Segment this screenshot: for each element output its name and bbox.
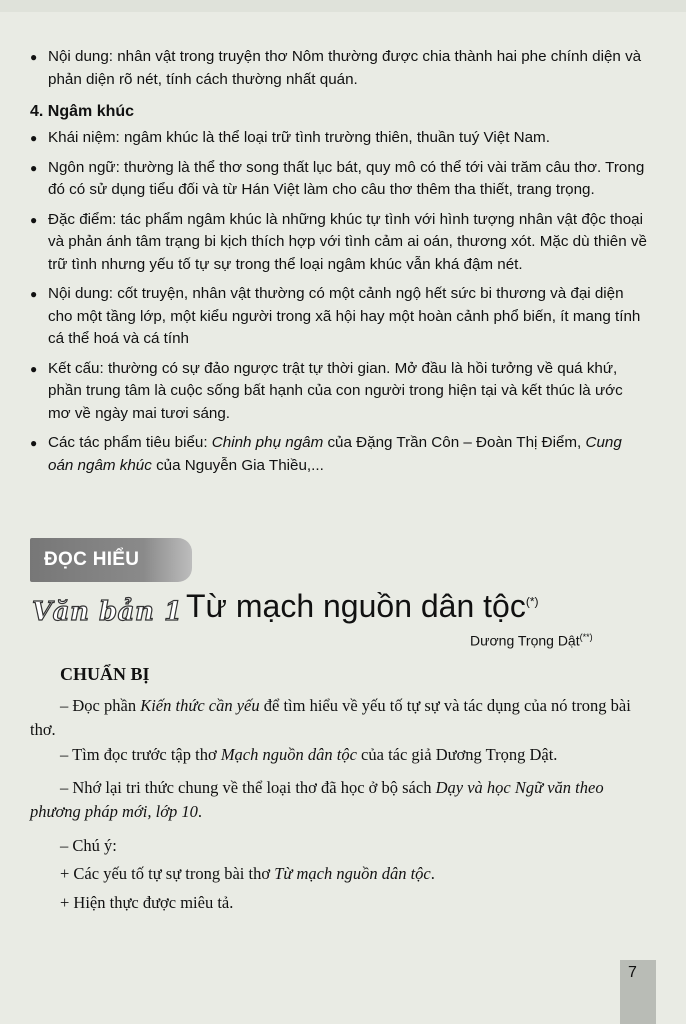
- section-banner: [30, 538, 192, 582]
- bullet-item: [30, 209, 648, 277]
- section-bullet-list: [30, 127, 648, 484]
- author-footnote-mark: (**): [579, 632, 593, 642]
- bullet-item: [30, 283, 648, 351]
- bullet-dot-icon: ●: [30, 50, 38, 64]
- para-emphasis: Từ mạch nguồn dân tộc: [274, 864, 431, 883]
- para-text: + Các yếu tố tự sự trong bài thơ: [60, 864, 275, 883]
- para-emphasis: Mạch nguồn dân tộc: [220, 745, 357, 764]
- para-text: – Nhớ lại tri thức chung về thể loại thơ đã học ở bộ sách: [60, 778, 436, 797]
- bullet-text: Ngôn ngữ: thường là thể thơ song thất lục bát, quy mô có thể tới vài trăm câu thơ. Trong đó có sử dụng tiểu đối và từ Hán Việt làm cho câu thơ thêm tha thiết, trang trọng.: [48, 158, 645, 198]
- work-title: Chinh phụ ngâm: [211, 434, 324, 451]
- bullet-dot-icon: ●: [30, 287, 38, 301]
- author-text: Dương Trọng Dật: [470, 632, 580, 649]
- page-number-tab: [620, 960, 656, 1024]
- text-title: [186, 588, 539, 625]
- section-heading: 4. Ngâm khúc: [30, 103, 135, 120]
- bullet-text: [48, 432, 648, 477]
- para-text: – Đọc phần: [60, 696, 141, 715]
- prepare-paragraph: – Chú ý:: [60, 836, 117, 855]
- bullet-text: Kết cấu: thường có sự đảo ngược trật tự thời gian. Mở đầu là hồi tưởng về quá khứ, phần trung tâm là cuộc sống bất hạnh của con người trong hiện tại và kết thúc là ước mơ về ngày mai tươi sáng.: [48, 359, 623, 422]
- para-text: – Tìm đọc trước tập thơ: [60, 745, 221, 764]
- top-strip: [0, 0, 686, 12]
- top-bullet-block: [30, 46, 648, 98]
- title-footnote-mark: (*): [525, 594, 539, 609]
- para-text: để tìm hiểu về yếu tố tự sự và tác dụng của nó trong bài thơ.: [30, 696, 631, 739]
- para-emphasis: Dạy và học Ngữ văn theo phương pháp mới, lớp 10: [30, 778, 604, 821]
- bullet-item: [30, 46, 648, 91]
- author-name: [470, 632, 593, 649]
- prepare-paragraph: [30, 743, 646, 767]
- bullet-dot-icon: ●: [30, 131, 38, 145]
- bullet-dot-icon: ●: [30, 160, 38, 175]
- title-text: Từ mạch nguồn dân tộc: [186, 588, 526, 624]
- bullet-text: Nội dung: cốt truyện, nhân vật thường có một cảnh ngộ hết sức bi thương và đại diện cho một tầng lớp, một kiểu người trong xã hội hay một hoàn cảnh phổ biến, ít mang tính cá thể hoá và cá tính: [48, 285, 641, 347]
- bullet-text: Đặc điểm: tác phẩm ngâm khúc là những khúc tự tình với hình tượng nhân vật độc thoại và phản ánh tâm trạng bi kịch thích hợp với tình cảm ai oán, thương xót. Mặc dù thiên về trữ tình nhưng yếu tố tự sự trong thể loại ngâm khúc vẫn khá đậm nét.: [48, 210, 647, 273]
- bullet-item-works: [30, 432, 648, 477]
- prepare-paragraph: [30, 862, 646, 886]
- para-text: .: [197, 802, 203, 821]
- works-suffix: của Nguyễn Gia Thiều,...: [151, 456, 324, 474]
- bullet-item: [30, 358, 648, 426]
- works-prefix: Các tác phẩm tiêu biểu:: [48, 434, 212, 451]
- bullet-dot-icon: ●: [30, 212, 38, 227]
- para-text: của tác giả Dương Trọng Dật.: [356, 745, 558, 764]
- banner-label: ĐỌC HIỂU: [44, 549, 140, 570]
- para-emphasis: Kiến thức cần yếu: [140, 696, 260, 715]
- para-text: .: [430, 864, 435, 883]
- prepare-paragraph: + Hiện thực được miêu tả.: [60, 893, 234, 912]
- prepare-paragraph: [30, 776, 646, 824]
- bullet-item: [30, 127, 648, 150]
- bullet-dot-icon: ●: [30, 436, 38, 450]
- bullet-dot-icon: ●: [30, 361, 38, 376]
- page-number: 7: [628, 964, 637, 981]
- prepare-heading: CHUẨN BỊ: [60, 664, 150, 684]
- bullet-item: [30, 157, 648, 202]
- bullet-text: Nội dung: nhân vật trong truyện thơ Nôm thường được chia thành hai phe chính diện và phản diện rõ nét, tính cách thường nhất quán.: [48, 48, 642, 88]
- bullet-text: Khái niệm: ngâm khúc là thể loại trữ tình trường thiên, thuần tuý Việt Nam.: [48, 129, 550, 146]
- works-mid: của Đặng Trần Côn – Đoàn Thị Điểm,: [323, 434, 586, 451]
- prepare-paragraph: [30, 694, 646, 742]
- work-title: Cung oán ngâm khúc: [48, 434, 622, 474]
- text-label: Văn bản 1: [32, 597, 183, 627]
